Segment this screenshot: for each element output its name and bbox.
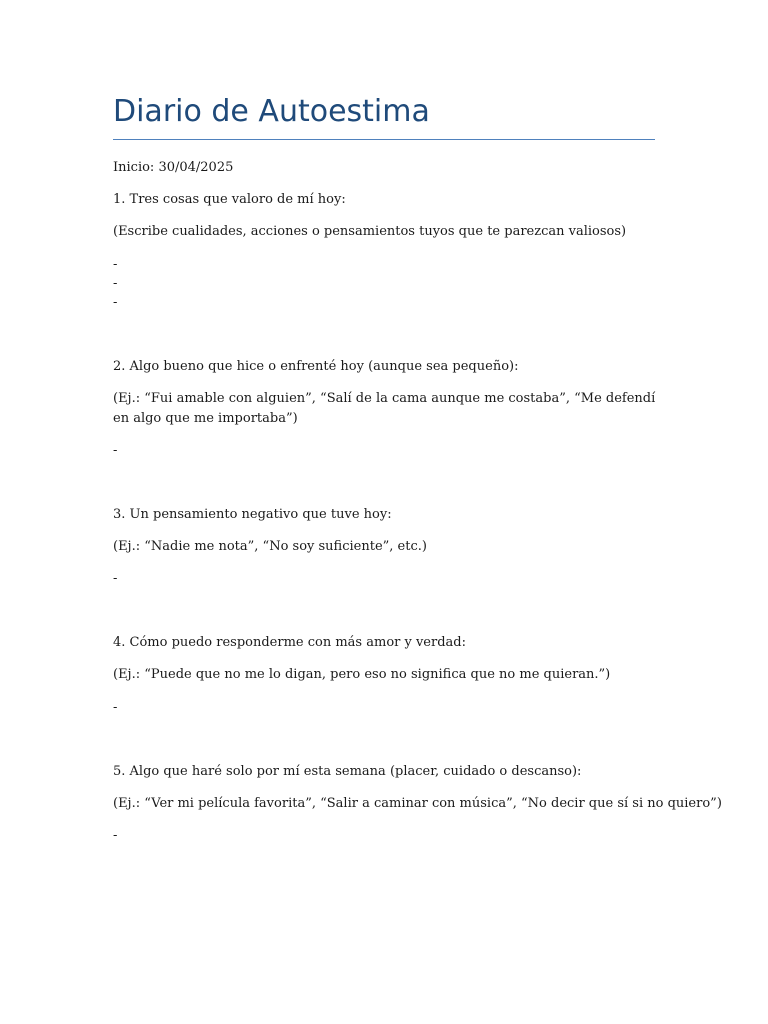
section-2-heading: 2. Algo bueno que hice o enfrenté hoy (aunque sea pequeño):	[113, 359, 519, 374]
section-1-heading: 1. Tres cosas que valoro de mí hoy:	[113, 192, 346, 207]
section-3-heading: 3. Un pensamiento negativo que tuve hoy:	[113, 507, 392, 522]
section-1-hint: (Escribe cualidades, acciones o pensamientos tuyos que te parezcan valiosos)	[113, 224, 627, 239]
section-1-bullet: -	[113, 295, 118, 310]
section-5-heading: 5. Algo que haré solo por mí esta semana (placer, cuidado o descanso):	[113, 764, 582, 779]
section-3-hint: (Ej.: “Nadie me nota”, “No soy suficiente”, etc.)	[113, 539, 427, 554]
title-underline	[113, 139, 655, 140]
section-1-bullet: -	[113, 257, 118, 272]
section-1-bullet: -	[113, 276, 118, 291]
section-2-hint: (Ej.: “Fui amable con alguien”, “Salí de la cama aunque me costaba”, “Me defendí en algo que me importaba”)	[113, 391, 656, 426]
section-4-hint: (Ej.: “Puede que no me lo digan, pero eso no significa que no me quieran.”)	[113, 667, 611, 682]
section-2-bullet: -	[113, 443, 118, 458]
section-5-hint: (Ej.: “Ver mi película favorita”, “Salir a caminar con música”, “No decir que sí si no quiero”)	[113, 796, 722, 811]
section-5-bullet: -	[113, 828, 118, 843]
section-4-heading: 4. Cómo puedo responderme con más amor y verdad:	[113, 635, 466, 650]
document-title: Diario de Autoestima	[113, 94, 430, 129]
section-4-bullet: -	[113, 700, 118, 715]
section-3-bullet: -	[113, 571, 118, 586]
start-date: Inicio: 30/04/2025	[113, 160, 234, 175]
